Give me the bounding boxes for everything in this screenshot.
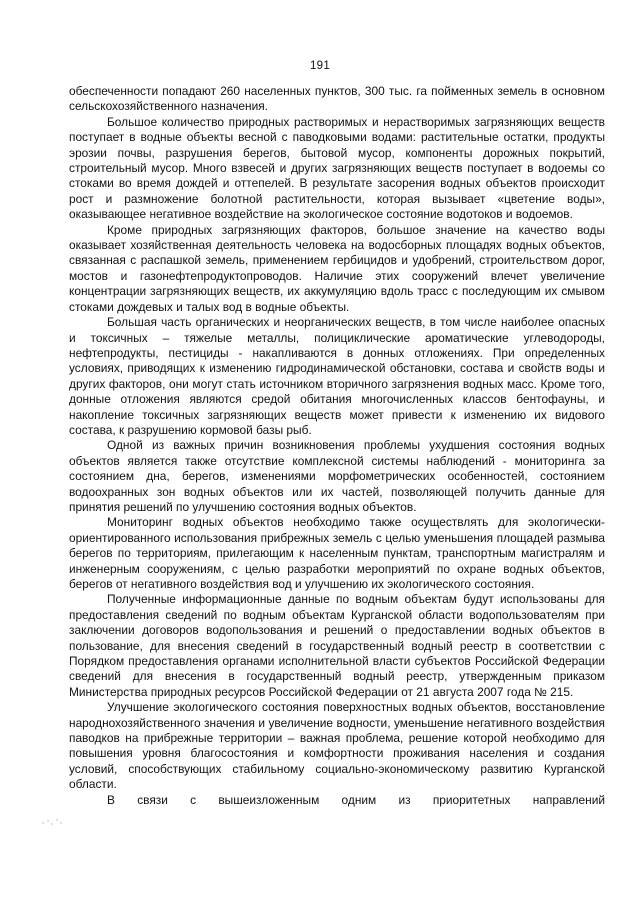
paragraph-7: Полученные информационные данные по водным объектам будут использованы для предоставления сведений по водным объектам Курганской области водопользователям при заключении договоров водопользования и решений о предоставлении водных объектов в пользование, для внесения сведений в государственный водный реестр в соответствии с Порядком предоставления органами исполнительной власти субъектов Российской Федерации сведений для внесения в государственный водный реестр, утвержденным приказом Министерства природных ресурсов Российской Федерации от 21 августа 2007 года № 215. xyxy=(69,592,605,699)
paragraph-2: Большое количество природных растворимых и нерастворимых загрязняющих веществ поступает в водные объекты весной с паводковыми водами: растительные остатки, продукты эрозии почвы, разрушения берегов, бытовой мусор, компоненты дорожных покрытий, строительный мусор. Много взвесей и других загрязняющих веществ поступает в водоемы со стоками во время дождей и оттепелей. В результате засорения водных объектов происходит рост и размножение болотной растительности, которая вызывает «цветение воды», оказывающее негативное воздействие на экологическое состояние водотоков и водоемов. xyxy=(69,114,605,222)
paragraph-5: Одной из важных причин возникновения проблемы ухудшения состояния водных объектов является также отсутствие комплексной системы наблюдений - мониторинга за состоянием дна, берегов, изменениями морфометрических особенностей, состоянием водоохранных зон водных объектов или их частей, позволяющей получить данные для принятия решений по улучшению состояния водных объектов. xyxy=(69,438,605,514)
paragraph-6: Мониторинг водных объектов необходимо также осуществлять для экологически-ориентированного использования прибрежных земель с целью уменьшения площадей размыва берегов по территориям, прилегающим к населенным пунктам, транспортным магистралям и инженерным сооружениям, с целью разработки мероприятий по охране водных объектов, берегов от негативного воздействия вод и улучшению их экологического состояния. xyxy=(69,515,605,591)
paragraph-3: Кроме природных загрязняющих факторов, большое значение на качество воды оказывает хозяйственная деятельность человека на водосборных площадях водных объектов, связанная с распашкой земель, применением гербицидов и удобрений, строительством дорог, мостов и газонефтепродуктопроводов. Наличие этих сооружений влечет увеличение концентрации загрязняющих веществ, их аккумуляцию вдоль трасс с последующим их смывом стоками дождевых и талых вод в водные объекты. xyxy=(69,222,605,314)
paragraph-8: Улучшение экологического состояния поверхностных водных объектов, восстановление народнохозяйственного значения и увеличение водности, уменьшение негативного воздействия паводков на прибрежные территории – важная проблема, решение которой необходимо для повышения уровня благосостояния и комфортности проживания населения и создания условий, способствующих стабильному социально-экономическому развитию Курганской области. xyxy=(69,700,605,792)
paragraph-9: В связи с вышеизложенным одним из приоритетных направлений xyxy=(107,792,605,807)
scan-speckle xyxy=(42,818,64,826)
body-text xyxy=(69,84,605,808)
paragraph-4: Большая часть органических и неорганических веществ, в том числе наиболее опасных и токсичных – тяжелые металлы, полициклические ароматические углеводороды, нефтепродукты, пестициды - накапливаются в донных отложениях. При определенных условиях, приводящих к изменению гидродинамической обстановки, состава и свойств воды и других факторов, они могут стать источником вторичного загрязнения водных масс. Кроме того, донные отложения являются средой обитания многочисленных классов бентофауны, и накопление токсичных загрязняющих веществ может привести к изменению их видового состава, к разрушению кормовой базы рыб. xyxy=(69,315,605,437)
page-number: 191 xyxy=(309,60,331,72)
paragraph-1: обеспеченности попадают 260 населенных пунктов, 300 тыс. га пойменных земель в основном сельскохозяйственного назначения. xyxy=(69,84,605,114)
